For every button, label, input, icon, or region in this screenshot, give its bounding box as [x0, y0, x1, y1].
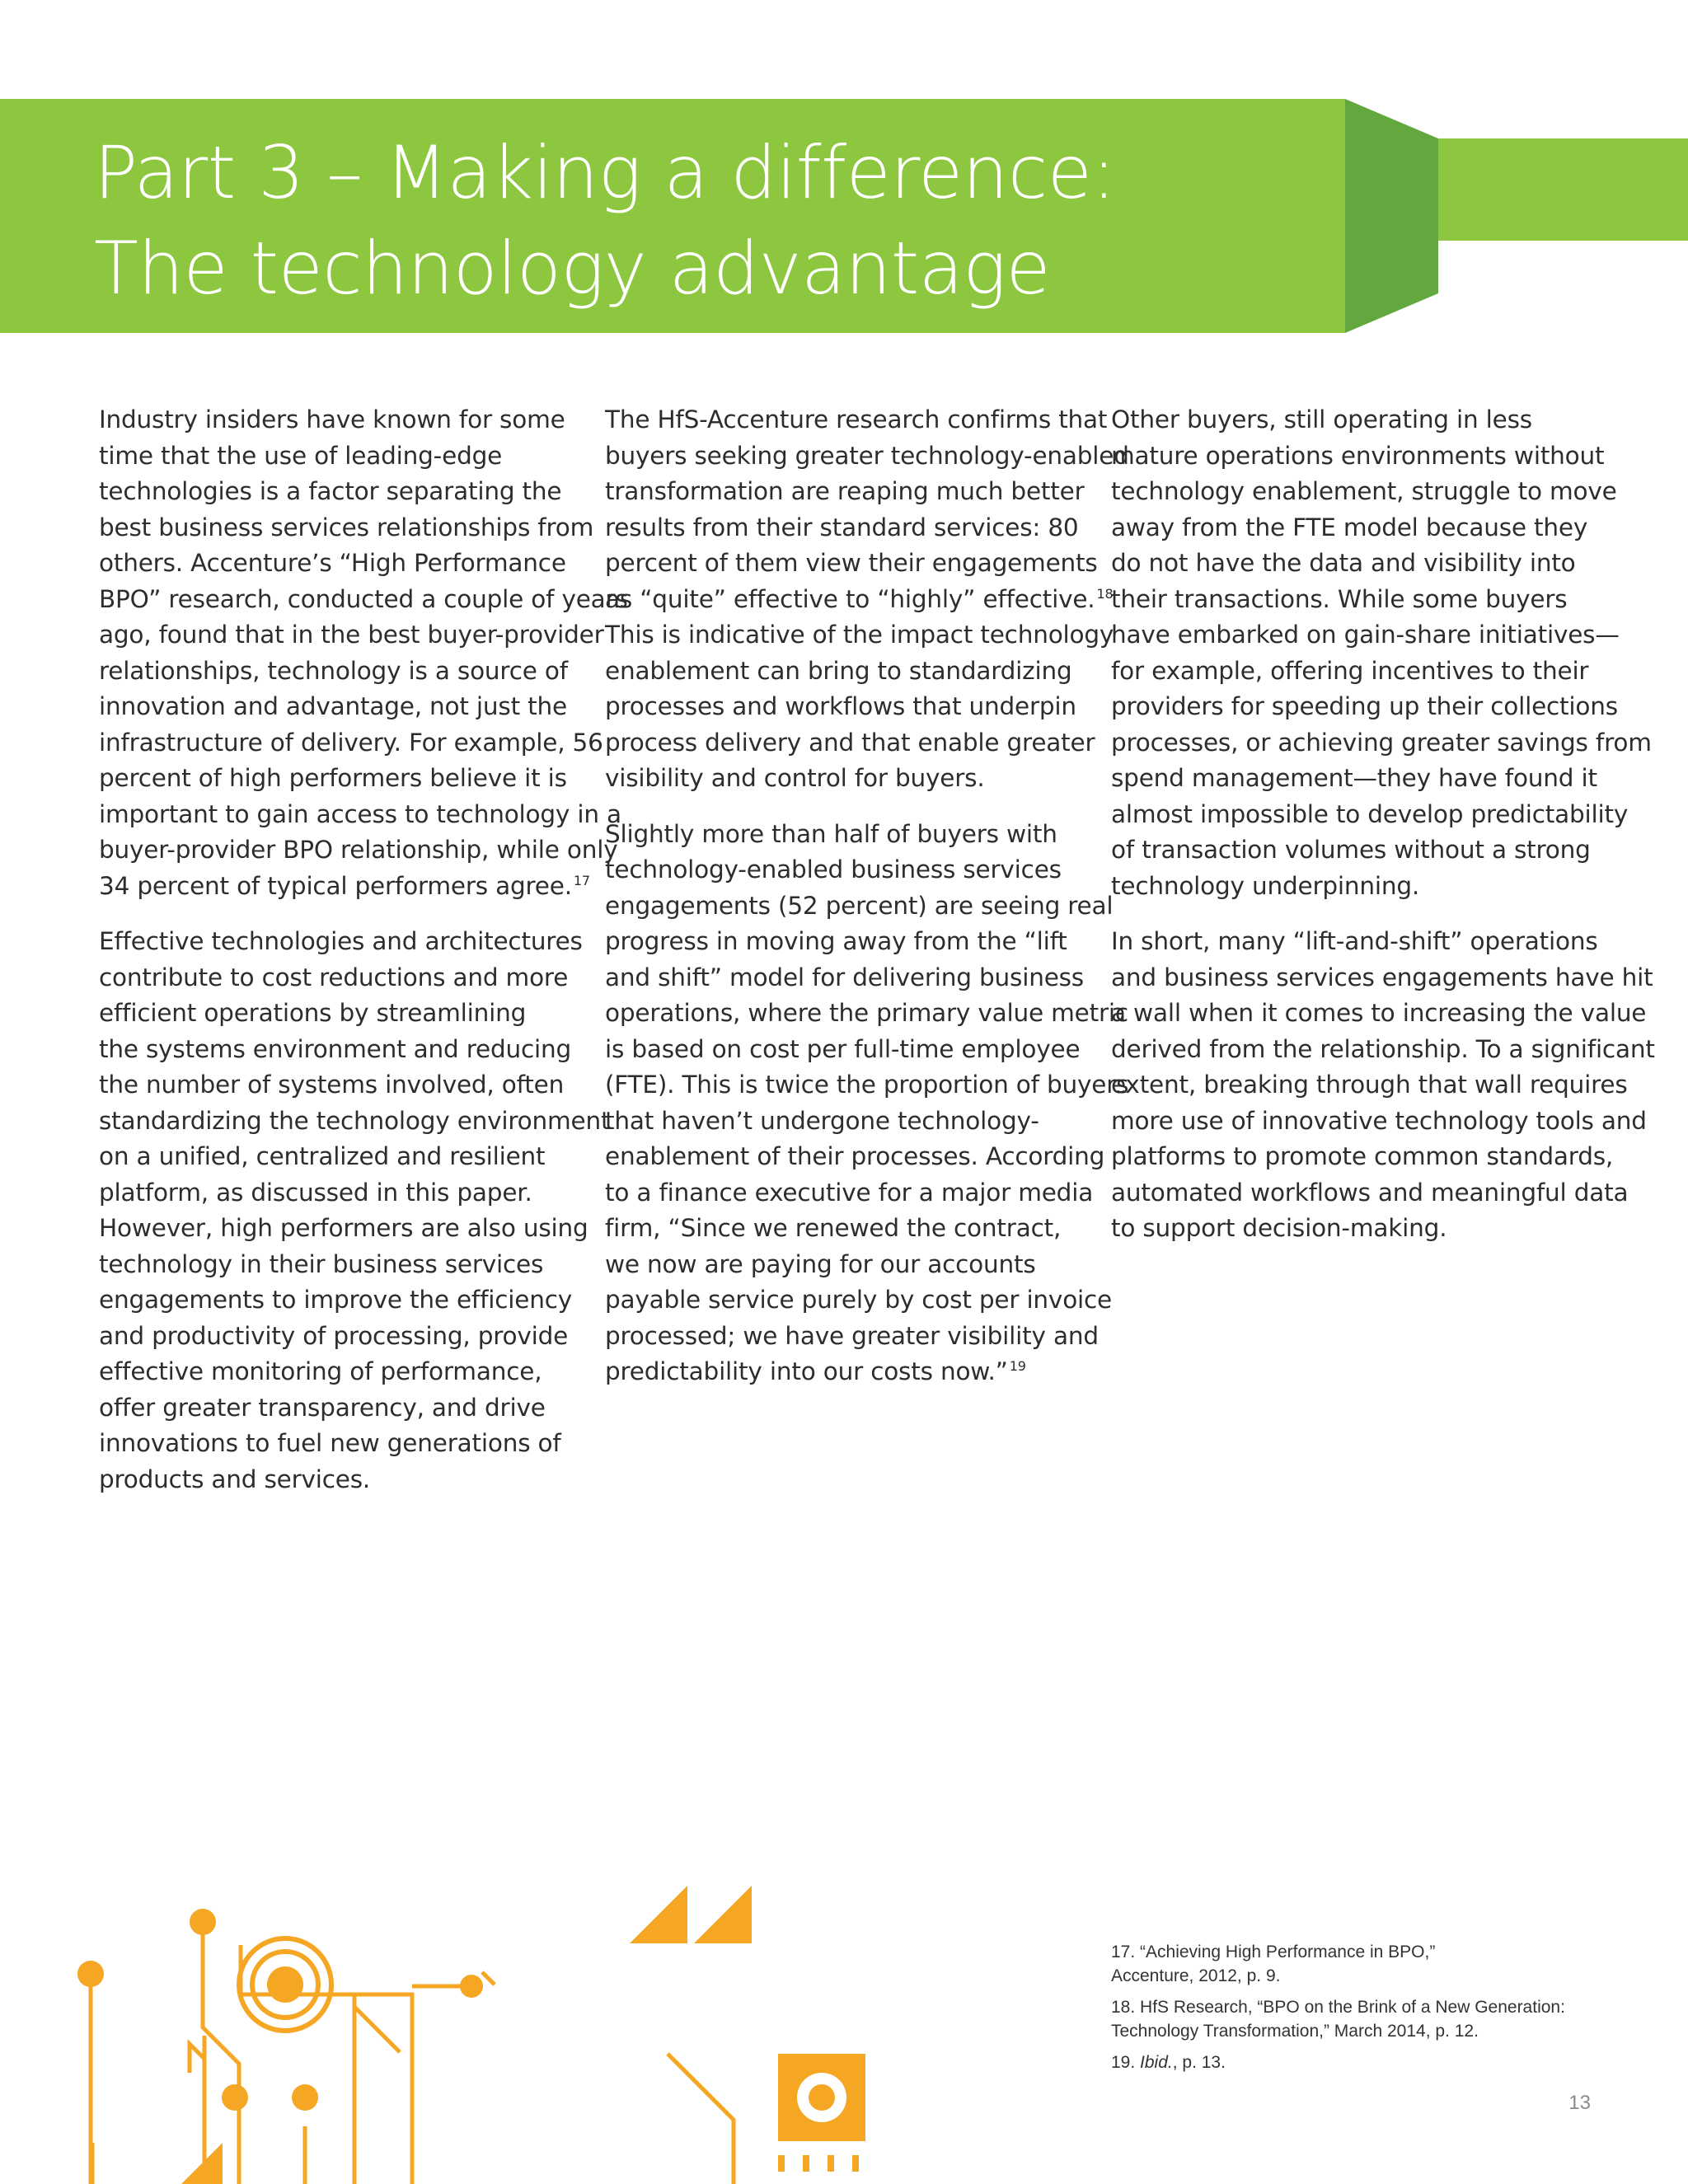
text-column-3 [1111, 402, 1655, 1267]
text-line: spend management—they have found it [1111, 764, 1597, 792]
text-line: Effective technologies and architectures [99, 927, 583, 955]
text-line: the number of systems involved, often [99, 1071, 565, 1099]
text-line: The HfS-Accenture research confirms that [605, 405, 1108, 434]
text-line: is based on cost per full-time employee [605, 1034, 1081, 1063]
text-line: 17. “Achieving High Performance in BPO,” [1111, 1943, 1436, 1961]
text-line: In short, many “lift-and-shift” operations [1111, 927, 1598, 955]
text-line: engagements to improve the efficiency [99, 1286, 573, 1314]
footnote-19-prefix: 19. [1111, 2053, 1141, 2072]
text-column-2 [605, 402, 1129, 1410]
text-line: technology enablement, struggle to move [1111, 477, 1617, 505]
text-line: more use of innovative technology tools and [1111, 1106, 1647, 1135]
text-line: to support decision-making. [1111, 1214, 1447, 1242]
text-line: results from their standard services: 80 [605, 513, 1079, 541]
text-line: percent of them view their engagements [605, 549, 1098, 577]
text-line: and shift” model for delivering business [605, 963, 1084, 991]
text-line: visibility and control for buyers. [605, 764, 985, 792]
text-line: mature operations environments without [1111, 441, 1605, 470]
footnote-reference: 19 [1009, 1358, 1026, 1375]
text-line: others. Accenture’s “High Performance [99, 549, 566, 577]
text-line: that haven’t undergone technology- [605, 1106, 1039, 1135]
text-line: almost impossible to develop predictability [1111, 799, 1629, 828]
text-line: the systems environment and reducing [99, 1034, 572, 1063]
text-line: technology-enabled business services [605, 855, 1062, 883]
text-line: processes, or achieving greater savings from [1111, 728, 1652, 757]
text-line: important to gain access to technology in a [99, 799, 621, 828]
footnote-17 [1111, 1940, 1622, 1988]
text-line: effective monitoring of performance, [99, 1357, 542, 1385]
text-line: Slightly more than half of buyers with [605, 819, 1057, 848]
text-line: transformation are reaping much better [605, 477, 1085, 505]
text-line: enablement can bring to standardizing [605, 656, 1072, 685]
text-line: Other buyers, still operating in less [1111, 405, 1532, 434]
text-line: time that the use of leading-edge [99, 441, 503, 470]
text-line: BPO” research, conducted a couple of years [99, 584, 628, 613]
text-line: Industry insiders have known for some [99, 405, 565, 434]
text-line: (FTE). This is twice the proportion of buyers [605, 1071, 1129, 1099]
text-line: 34 percent of typical performers agree. $^{17}$ [99, 871, 590, 900]
text-line: engagements (52 percent) are seeing real [605, 891, 1114, 920]
footnote-18 [1111, 1995, 1622, 2043]
paragraph [99, 402, 628, 904]
text-line: best business services relationships from [99, 513, 594, 541]
text-line: their transactions. While some buyers [1111, 584, 1568, 613]
text-line: firm, “Since we renewed the contract, [605, 1214, 1062, 1242]
text-line: enablement of their processes. According [605, 1142, 1105, 1170]
text-line: 18. HfS Research, “BPO on the Brink of a New Generation: [1111, 1998, 1565, 2017]
text-line: buyers seeking greater technology-enabled [605, 441, 1129, 470]
page-number: 13 [1568, 2092, 1591, 2114]
text-line: for example, offering incentives to their [1111, 656, 1589, 685]
paragraph [605, 402, 1129, 797]
text-line: on a unified, centralized and resilient [99, 1142, 546, 1170]
circuit-decoration [66, 1871, 890, 2184]
paragraph [99, 924, 611, 1497]
text-line: offer greater transparency, and drive [99, 1393, 546, 1422]
text-line: innovations to fuel new generations of [99, 1429, 561, 1457]
text-line: efficient operations by streamlining [99, 999, 527, 1027]
banner-fold-shape [1345, 99, 1438, 333]
footnote-reference: 17 [573, 872, 590, 888]
text-line: do not have the data and visibility into [1111, 549, 1576, 577]
text-line: and business services engagements have hit [1111, 963, 1653, 991]
text-line: we now are paying for our accounts [605, 1249, 1036, 1278]
text-column-1 [99, 402, 628, 1517]
page-title [94, 125, 1314, 316]
footnotes [1111, 1940, 1622, 2082]
text-line: payable service purely by cost per invoice [605, 1286, 1113, 1314]
text-line: automated workflows and meaningful data [1111, 1178, 1629, 1207]
paragraph [605, 817, 1129, 1390]
footnote-19 [1111, 2050, 1622, 2074]
text-line: processes and workflows that underpin [605, 692, 1076, 720]
text-line: products and services. [99, 1465, 371, 1493]
text-line: buyer-provider BPO relationship, while only [99, 836, 618, 864]
text-line: providers for speeding up their collections [1111, 692, 1618, 720]
title-line-1: Part 3 – Making a difference: [94, 130, 1116, 215]
text-line: and productivity of processing, provide [99, 1321, 569, 1350]
text-line: derived from the relationship. To a significant [1111, 1034, 1655, 1063]
text-line: technology underpinning. [1111, 871, 1420, 900]
text-line: technology in their business services [99, 1249, 544, 1278]
footnote-reference: 18 [1096, 585, 1114, 602]
text-line: have embarked on gain-share initiatives— [1111, 621, 1620, 649]
text-line: to a finance executive for a major media [605, 1178, 1094, 1207]
text-line: However, high performers are also using [99, 1214, 588, 1242]
text-line: processed; we have greater visibility and [605, 1321, 1099, 1350]
footnote-19-suffix: , p. 13. [1172, 2053, 1226, 2072]
text-line: technologies is a factor separating the [99, 477, 562, 505]
banner-tab [1438, 138, 1688, 241]
text-line: as “quite” effective to “highly” effective. $^{18}$ [605, 584, 1114, 613]
text-line: contribute to cost reductions and more [99, 963, 569, 991]
text-line: platforms to promote common standards, [1111, 1142, 1614, 1170]
text-line: relationships, technology is a source of [99, 656, 568, 685]
title-line-2: The technology advantage [94, 226, 1051, 311]
paragraph [1111, 924, 1655, 1247]
text-line: Accenture, 2012, p. 9. [1111, 1966, 1281, 1985]
text-line: operations, where the primary value metric [605, 999, 1128, 1027]
text-line: extent, breaking through that wall requires [1111, 1071, 1628, 1099]
text-line: infrastructure of delivery. For example, 56 [99, 728, 603, 757]
text-line: percent of high performers believe it is [99, 764, 567, 792]
text-line: away from the FTE model because they [1111, 513, 1588, 541]
text-line: a wall when it comes to increasing the value [1111, 999, 1647, 1027]
text-line: standardizing the technology environment [99, 1106, 611, 1135]
footnote-19-italic: Ibid. [1140, 2053, 1173, 2072]
text-line: progress in moving away from the “lift [605, 927, 1067, 955]
text-line: ago, found that in the best buyer-provider [99, 621, 604, 649]
text-line: This is indicative of the impact technology [605, 621, 1114, 649]
text-line: innovation and advantage, not just the [99, 692, 567, 720]
text-line: predictability into our costs now.” $^{19}$ [605, 1357, 1026, 1385]
paragraph [1111, 402, 1652, 904]
text-line: of transaction volumes without a strong [1111, 836, 1591, 864]
text-line: Technology Transformation,” March 2014, p. 12. [1111, 2022, 1479, 2041]
text-line: platform, as discussed in this paper. [99, 1178, 532, 1207]
text-line: process delivery and that enable greater [605, 728, 1095, 757]
